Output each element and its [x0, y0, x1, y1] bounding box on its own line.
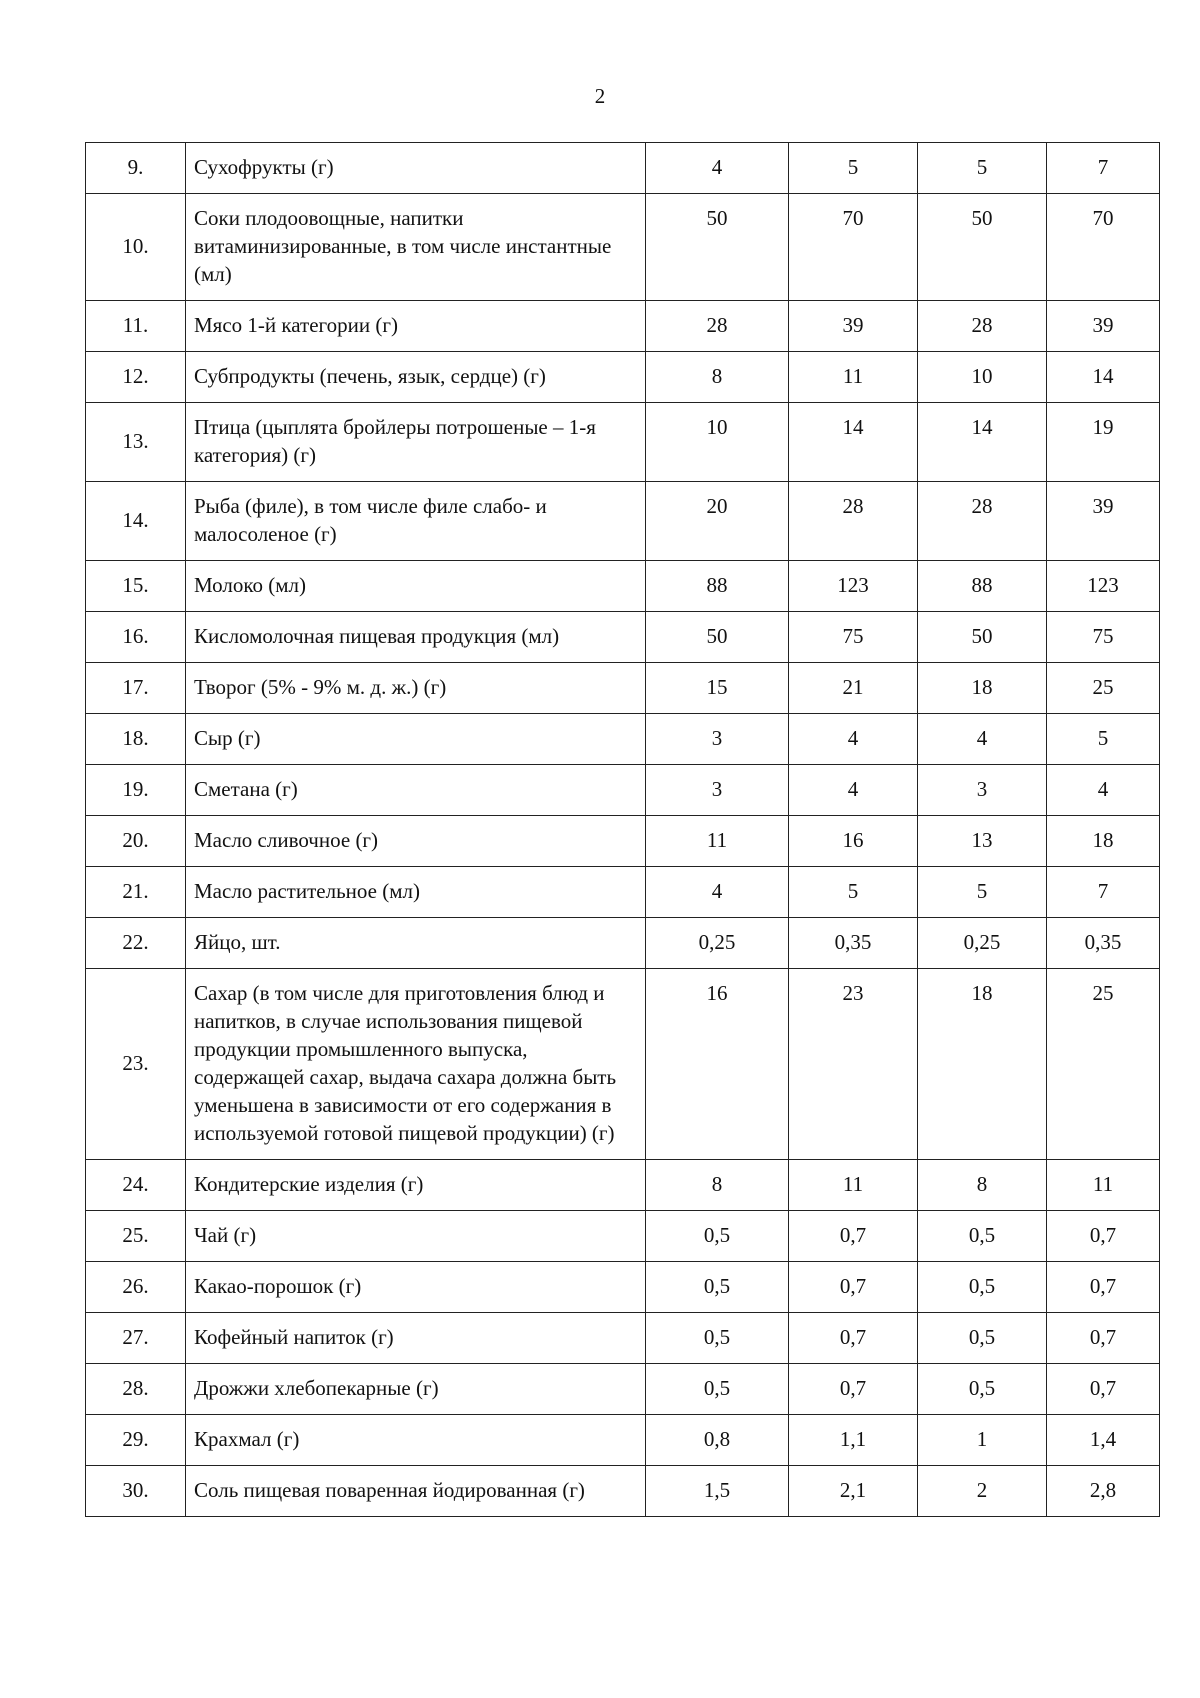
row-number: 12. — [86, 352, 186, 403]
norm-value-col-3: 18 — [918, 663, 1047, 714]
product-name: Мясо 1-й категории (г) — [186, 301, 646, 352]
norm-value-col-3: 1 — [918, 1415, 1047, 1466]
table-row — [86, 194, 1160, 301]
product-name: Творог (5% - 9% м. д. ж.) (г) — [186, 663, 646, 714]
norm-value-col-2: 11 — [789, 1160, 918, 1211]
row-number: 21. — [86, 867, 186, 918]
norm-value-col-2: 0,7 — [789, 1364, 918, 1415]
product-name: Сухофрукты (г) — [186, 143, 646, 194]
norm-value-col-4: 18 — [1047, 816, 1160, 867]
row-number: 24. — [86, 1160, 186, 1211]
norm-value-col-3: 0,5 — [918, 1262, 1047, 1313]
product-name: Кофейный напиток (г) — [186, 1313, 646, 1364]
row-number: 18. — [86, 714, 186, 765]
norm-value-col-4: 4 — [1047, 765, 1160, 816]
row-number: 29. — [86, 1415, 186, 1466]
norm-value-col-4: 7 — [1047, 143, 1160, 194]
row-number: 15. — [86, 561, 186, 612]
product-name: Яйцо, шт. — [186, 918, 646, 969]
norm-value-col-4: 0,7 — [1047, 1364, 1160, 1415]
norm-value-col-2: 21 — [789, 663, 918, 714]
norm-value-col-1: 50 — [646, 194, 789, 301]
norm-value-col-1: 3 — [646, 765, 789, 816]
norm-value-col-1: 0,5 — [646, 1364, 789, 1415]
norm-value-col-1: 0,5 — [646, 1211, 789, 1262]
product-name: Масло сливочное (г) — [186, 816, 646, 867]
row-number: 20. — [86, 816, 186, 867]
row-number: 27. — [86, 1313, 186, 1364]
row-number: 19. — [86, 765, 186, 816]
norm-value-col-3: 5 — [918, 143, 1047, 194]
norm-value-col-2: 1,1 — [789, 1415, 918, 1466]
table-row — [86, 301, 1160, 352]
norm-value-col-3: 13 — [918, 816, 1047, 867]
norm-value-col-1: 1,5 — [646, 1466, 789, 1517]
row-number: 9. — [86, 143, 186, 194]
norm-value-col-1: 15 — [646, 663, 789, 714]
norm-value-col-1: 20 — [646, 482, 789, 561]
norm-value-col-2: 0,7 — [789, 1211, 918, 1262]
norm-value-col-1: 10 — [646, 403, 789, 482]
norm-value-col-4: 75 — [1047, 612, 1160, 663]
product-name: Сыр (г) — [186, 714, 646, 765]
norm-value-col-2: 4 — [789, 765, 918, 816]
norm-value-col-2: 5 — [789, 143, 918, 194]
table-row — [86, 765, 1160, 816]
norm-value-col-4: 2,8 — [1047, 1466, 1160, 1517]
norm-value-col-3: 5 — [918, 867, 1047, 918]
norm-value-col-3: 28 — [918, 301, 1047, 352]
norm-value-col-1: 4 — [646, 143, 789, 194]
product-name: Рыба (филе), в том числе филе слабо- и малосоленое (г) — [186, 482, 646, 561]
product-name: Соль пищевая поваренная йодированная (г) — [186, 1466, 646, 1517]
norm-value-col-4: 5 — [1047, 714, 1160, 765]
row-number: 26. — [86, 1262, 186, 1313]
table-row — [86, 918, 1160, 969]
norm-value-col-2: 16 — [789, 816, 918, 867]
norm-value-col-1: 8 — [646, 1160, 789, 1211]
row-number: 14. — [86, 482, 186, 561]
norm-value-col-4: 7 — [1047, 867, 1160, 918]
table-row — [86, 561, 1160, 612]
row-number: 25. — [86, 1211, 186, 1262]
norm-value-col-3: 50 — [918, 612, 1047, 663]
product-name: Дрожжи хлебопекарные (г) — [186, 1364, 646, 1415]
norm-value-col-4: 19 — [1047, 403, 1160, 482]
norm-value-col-4: 123 — [1047, 561, 1160, 612]
norm-value-col-3: 0,5 — [918, 1211, 1047, 1262]
norm-value-col-2: 14 — [789, 403, 918, 482]
norm-value-col-3: 8 — [918, 1160, 1047, 1211]
norm-value-col-2: 39 — [789, 301, 918, 352]
norm-value-col-4: 25 — [1047, 663, 1160, 714]
norm-value-col-1: 3 — [646, 714, 789, 765]
product-name: Кондитерские изделия (г) — [186, 1160, 646, 1211]
norm-value-col-4: 1,4 — [1047, 1415, 1160, 1466]
norm-value-col-4: 25 — [1047, 969, 1160, 1160]
norm-value-col-1: 50 — [646, 612, 789, 663]
row-number: 22. — [86, 918, 186, 969]
norm-value-col-4: 0,7 — [1047, 1262, 1160, 1313]
product-name: Кисломолочная пищевая продукция (мл) — [186, 612, 646, 663]
norm-value-col-3: 50 — [918, 194, 1047, 301]
table-row — [86, 867, 1160, 918]
norm-value-col-1: 16 — [646, 969, 789, 1160]
norm-value-col-4: 11 — [1047, 1160, 1160, 1211]
table-row — [86, 1364, 1160, 1415]
product-name: Чай (г) — [186, 1211, 646, 1262]
norm-value-col-4: 0,7 — [1047, 1313, 1160, 1364]
norm-value-col-1: 28 — [646, 301, 789, 352]
row-number: 17. — [86, 663, 186, 714]
norm-value-col-2: 123 — [789, 561, 918, 612]
table-row — [86, 1466, 1160, 1517]
norm-value-col-2: 4 — [789, 714, 918, 765]
table-row — [86, 1211, 1160, 1262]
table-row — [86, 1262, 1160, 1313]
norm-value-col-1: 11 — [646, 816, 789, 867]
norm-value-col-1: 0,25 — [646, 918, 789, 969]
table-row — [86, 663, 1160, 714]
norm-value-col-4: 0,7 — [1047, 1211, 1160, 1262]
norm-value-col-1: 8 — [646, 352, 789, 403]
row-number: 13. — [86, 403, 186, 482]
norm-value-col-1: 88 — [646, 561, 789, 612]
table-row — [86, 1415, 1160, 1466]
norm-value-col-2: 0,7 — [789, 1262, 918, 1313]
product-name: Птица (цыплята бройлеры потрошеные – 1-я категория) (г) — [186, 403, 646, 482]
norm-value-col-4: 39 — [1047, 482, 1160, 561]
row-number: 10. — [86, 194, 186, 301]
table-row — [86, 403, 1160, 482]
norm-value-col-1: 0,8 — [646, 1415, 789, 1466]
norm-value-col-2: 70 — [789, 194, 918, 301]
table-row — [86, 1160, 1160, 1211]
row-number: 30. — [86, 1466, 186, 1517]
norm-value-col-2: 0,35 — [789, 918, 918, 969]
row-number: 28. — [86, 1364, 186, 1415]
page-number: 2 — [594, 84, 606, 108]
norm-value-col-2: 2,1 — [789, 1466, 918, 1517]
norm-value-col-3: 0,5 — [918, 1364, 1047, 1415]
norm-value-col-3: 3 — [918, 765, 1047, 816]
food-norms-table — [85, 142, 1160, 1517]
norm-value-col-3: 10 — [918, 352, 1047, 403]
norm-value-col-3: 2 — [918, 1466, 1047, 1517]
norm-value-col-2: 5 — [789, 867, 918, 918]
row-number: 16. — [86, 612, 186, 663]
table-row — [86, 816, 1160, 867]
product-name: Субпродукты (печень, язык, сердце) (г) — [186, 352, 646, 403]
norm-value-col-4: 14 — [1047, 352, 1160, 403]
norm-value-col-3: 0,5 — [918, 1313, 1047, 1364]
norm-value-col-3: 18 — [918, 969, 1047, 1160]
norm-value-col-3: 0,25 — [918, 918, 1047, 969]
norm-value-col-2: 28 — [789, 482, 918, 561]
product-name: Масло растительное (мл) — [186, 867, 646, 918]
norm-value-col-3: 28 — [918, 482, 1047, 561]
product-name: Какао-порошок (г) — [186, 1262, 646, 1313]
product-name: Молоко (мл) — [186, 561, 646, 612]
product-name: Соки плодоовощные, напитки витаминизированные, в том числе инстантные (мл) — [186, 194, 646, 301]
table-row — [86, 969, 1160, 1160]
table-row — [86, 612, 1160, 663]
table-row — [86, 714, 1160, 765]
table-row — [86, 1313, 1160, 1364]
table-row — [86, 143, 1160, 194]
norm-value-col-1: 0,5 — [646, 1313, 789, 1364]
row-number: 23. — [86, 969, 186, 1160]
norm-value-col-2: 0,7 — [789, 1313, 918, 1364]
norm-value-col-3: 4 — [918, 714, 1047, 765]
norm-value-col-1: 4 — [646, 867, 789, 918]
norm-value-col-2: 23 — [789, 969, 918, 1160]
table-row — [86, 352, 1160, 403]
norm-value-col-1: 0,5 — [646, 1262, 789, 1313]
table-body — [86, 143, 1160, 1517]
product-name: Сметана (г) — [186, 765, 646, 816]
norm-value-col-4: 70 — [1047, 194, 1160, 301]
row-number: 11. — [86, 301, 186, 352]
norm-value-col-3: 14 — [918, 403, 1047, 482]
product-name: Крахмал (г) — [186, 1415, 646, 1466]
norm-value-col-2: 75 — [789, 612, 918, 663]
table-row — [86, 482, 1160, 561]
norm-value-col-3: 88 — [918, 561, 1047, 612]
norm-value-col-4: 0,35 — [1047, 918, 1160, 969]
norm-value-col-4: 39 — [1047, 301, 1160, 352]
norm-value-col-2: 11 — [789, 352, 918, 403]
product-name: Сахар (в том числе для приготовления блюд и напитков, в случае использования пищевой продукции промышленного выпуска, содержащей сахар, выдача сахара должна быть уменьшена в зависимости от его содержания в используемой готовой пищевой продукции) (г) — [186, 969, 646, 1160]
